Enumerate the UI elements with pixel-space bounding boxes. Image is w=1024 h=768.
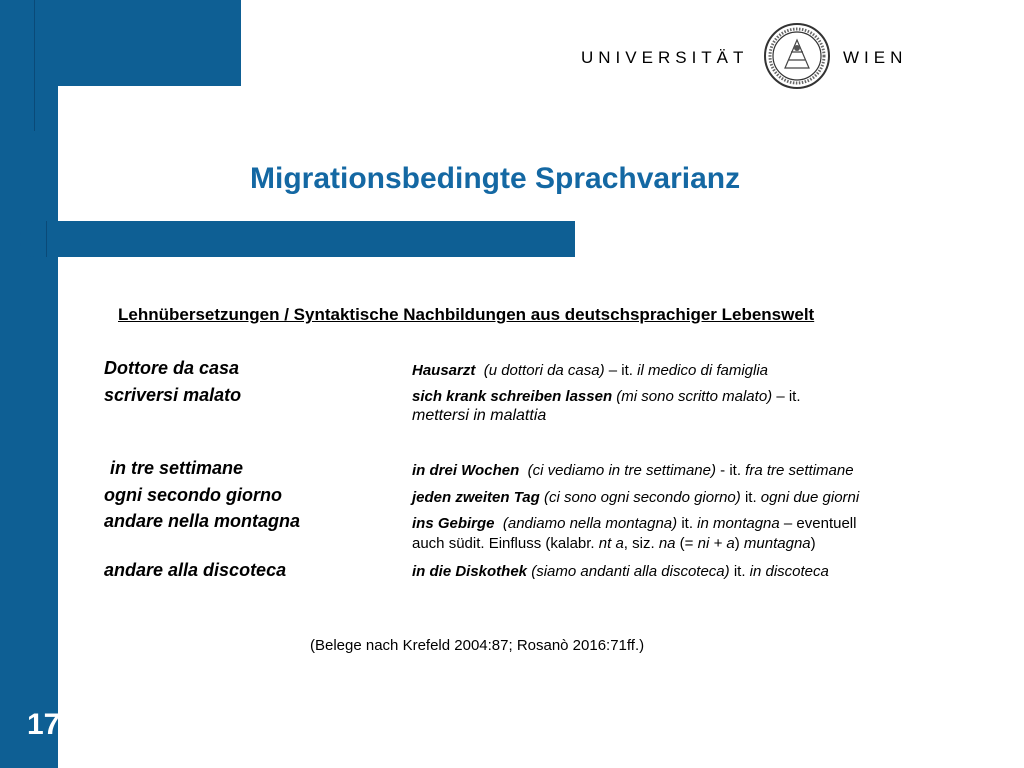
entry-italian: fra tre settimane: [745, 462, 854, 479]
entry-example: (siamo andanti alla discoteca): [531, 563, 730, 580]
entry-german: in die Diskothek: [412, 563, 528, 580]
entry-italian: in discoteca: [749, 563, 829, 580]
note-text: ): [734, 535, 740, 552]
entry-explanation: [412, 462, 854, 479]
entry-term: Dottore da casa: [104, 358, 240, 378]
entry-explanation: [412, 362, 768, 379]
entry-term: andare nella montagna: [104, 511, 301, 531]
entry-separator: – it.: [608, 362, 633, 379]
top-decor-line: [34, 0, 35, 131]
left-decor-bar: [0, 0, 61, 768]
entry-term: andare alla discoteca: [104, 560, 287, 580]
decor-tab-line: [46, 221, 47, 257]
entry-note: – eventuell: [783, 515, 857, 532]
entry-italian: mettersi in malattia: [412, 407, 547, 424]
note-text: , siz.: [623, 535, 655, 552]
entry-example: (ci sono ogni secondo giorno): [543, 489, 741, 506]
slide-title: Migrationsbedingte Sprachvarianz: [250, 162, 741, 195]
top-decor-block: [34, 0, 241, 86]
entry-italian: il medico di famiglia: [637, 362, 769, 379]
entry-term: ogni secondo giorno: [104, 485, 282, 505]
entry-explanation: [412, 515, 856, 532]
entry-explanation: [412, 563, 829, 580]
title-underline-bar: [48, 221, 575, 257]
entry-german: jeden zweiten Tag: [412, 489, 540, 506]
entry-separator: – it.: [776, 388, 801, 405]
note-text: ): [810, 535, 816, 552]
entry-german: ins Gebirge: [412, 515, 495, 532]
entry-term: in tre settimane: [110, 458, 244, 478]
entry-italian: in montagna: [697, 515, 780, 532]
entry-separator: it.: [681, 515, 693, 532]
slide-subtitle: Lehnübersetzungen / Syntaktische Nachbildungen aus deutschsprachiger Lebenswelt: [118, 305, 815, 324]
university-name-left: UNIVERSITÄT: [581, 48, 749, 67]
page-number: 17: [27, 708, 61, 741]
entry-german: Hausarzt: [412, 362, 476, 379]
entry-german: in drei Wochen: [412, 462, 520, 479]
citation: (Belege nach Krefeld 2004:87; Rosanò 2016:71ff.): [310, 637, 645, 654]
entry-example: (mi sono scritto malato): [616, 388, 773, 405]
entry-italian: ogni due giorni: [760, 489, 860, 506]
entry-german: sich krank schreiben lassen: [412, 388, 613, 405]
note-form: muntagna: [743, 535, 811, 552]
note-form: na: [658, 535, 676, 552]
note-text: (=: [679, 535, 694, 552]
university-seal-icon: [763, 22, 831, 90]
note-text: auch südit. Einfluss (kalabr.: [412, 535, 595, 552]
entry-note-line: [412, 535, 816, 552]
university-name-right: WIEN: [843, 48, 908, 67]
entry-term: scriversi malato: [104, 385, 242, 405]
entry-separator: it.: [744, 489, 757, 506]
note-form: nt a: [598, 535, 624, 552]
decor-curve: [58, 86, 98, 131]
note-form: ni + a: [697, 535, 735, 552]
entry-example: (andiamo nella montagna): [502, 515, 678, 532]
entry-example: (u dottori da casa): [483, 362, 605, 379]
entry-separator: it.: [733, 563, 746, 580]
entry-example: (ci vediamo in tre settimane): [527, 462, 716, 479]
entry-explanation: [412, 489, 859, 506]
entry-explanation: [412, 388, 801, 405]
entry-separator: - it.: [720, 462, 741, 479]
